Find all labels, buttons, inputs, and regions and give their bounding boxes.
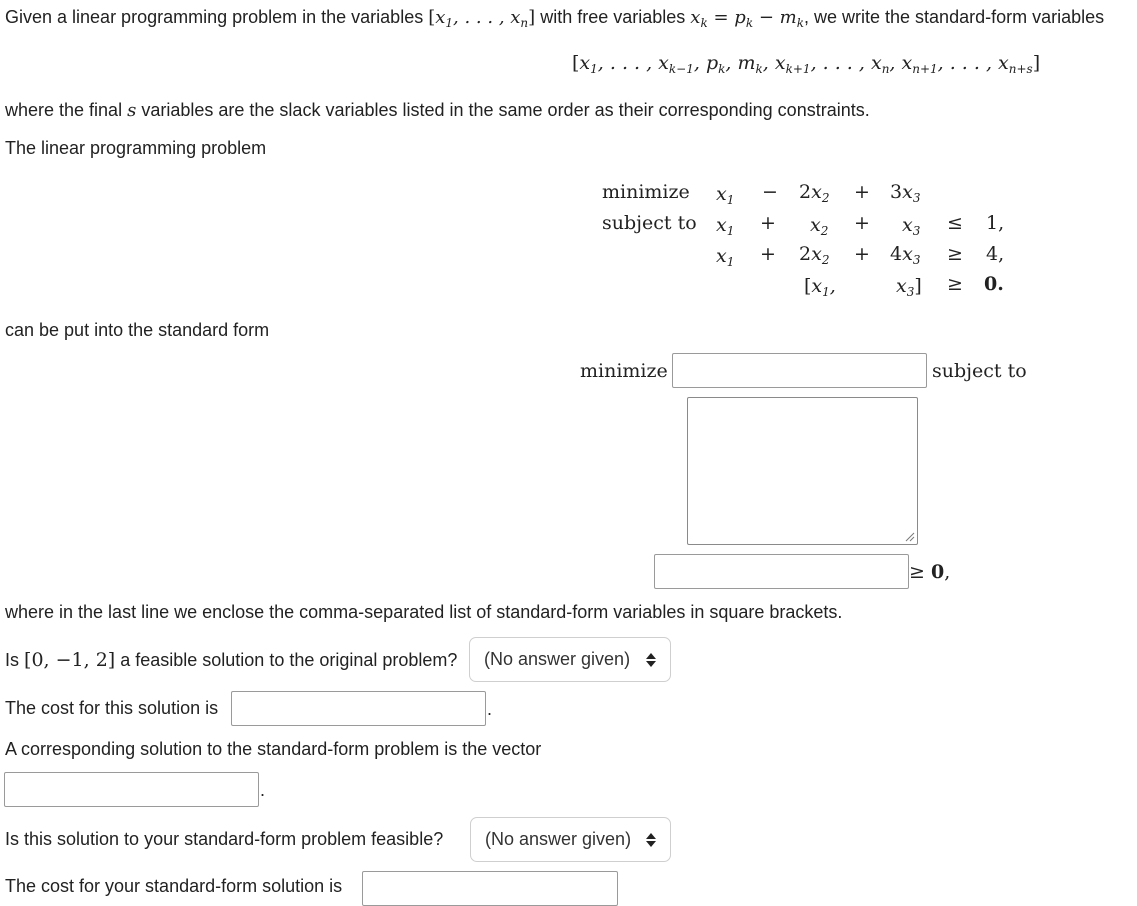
question-2: Is this solution to your standard-form problem feasible?	[5, 829, 444, 849]
question-1: Is [0, −1, 2] a feasible solution to the original problem?	[5, 649, 458, 671]
vector-period: .	[260, 780, 266, 800]
s-variable-math: s	[127, 100, 137, 121]
slack-description: where the final s variables are the slack variables listed in the same order as their corresponding constraints.	[5, 100, 870, 121]
standard-form-intro: can be put into the standard form	[5, 320, 270, 340]
select-caret-icon	[646, 832, 656, 848]
std-minimize-label: minimize	[580, 360, 668, 382]
variables-list-math: [$x_1$, . . . , $x_n$]	[428, 7, 536, 30]
std-cost-label: The cost for your standard-form solution is	[5, 876, 343, 896]
minimize-label: minimize	[602, 181, 690, 203]
std-objective-input[interactable]	[672, 353, 927, 388]
vector-label: A corresponding solution to the standard-form problem is the vector	[5, 739, 542, 759]
standard-vector-input[interactable]	[4, 772, 259, 807]
standard-variables-list-math: [$x_1$, . . . , $x_{k-1}$, $p_k$, $m_k$, $x_{k+1}$, . . . , $x_n$, $x_{n+1}$, . . . , $x_{n+s}$]	[572, 52, 1041, 76]
intro-line	[5, 7, 1104, 30]
intro-text-c: , we write the standard-form variables	[804, 7, 1105, 27]
feasibility-standard-select[interactable]: (No answer given)	[470, 817, 671, 862]
resize-grip-icon[interactable]	[905, 532, 915, 542]
candidate-point-math: [0, −1, 2]	[24, 649, 116, 671]
intro-text-b: with free variables	[540, 7, 686, 27]
intro-text-a: Given a linear programming problem in the variables	[5, 7, 424, 27]
subject-to-label: subject to	[602, 212, 697, 234]
std-subject-to-label: subject to	[932, 360, 1027, 382]
std-cost-input[interactable]	[362, 871, 618, 906]
cost-label: The cost for this solution is	[5, 698, 219, 718]
free-variable-math: $x_k = p_k - m_k$	[690, 7, 804, 30]
select-caret-icon	[646, 652, 656, 668]
lp-intro: The linear programming problem	[5, 138, 267, 158]
cost-input[interactable]	[231, 691, 486, 726]
std-variables-input[interactable]	[654, 554, 909, 589]
std-constraints-textarea[interactable]	[687, 397, 918, 545]
cost-period: .	[487, 699, 493, 719]
nonneg-constraint: ≥ 0,	[909, 561, 951, 583]
feasibility-original-select[interactable]: (No answer given)	[469, 637, 671, 682]
brackets-note: where in the last line we enclose the comma-separated list of standard-form variables in square brackets.	[5, 602, 843, 622]
